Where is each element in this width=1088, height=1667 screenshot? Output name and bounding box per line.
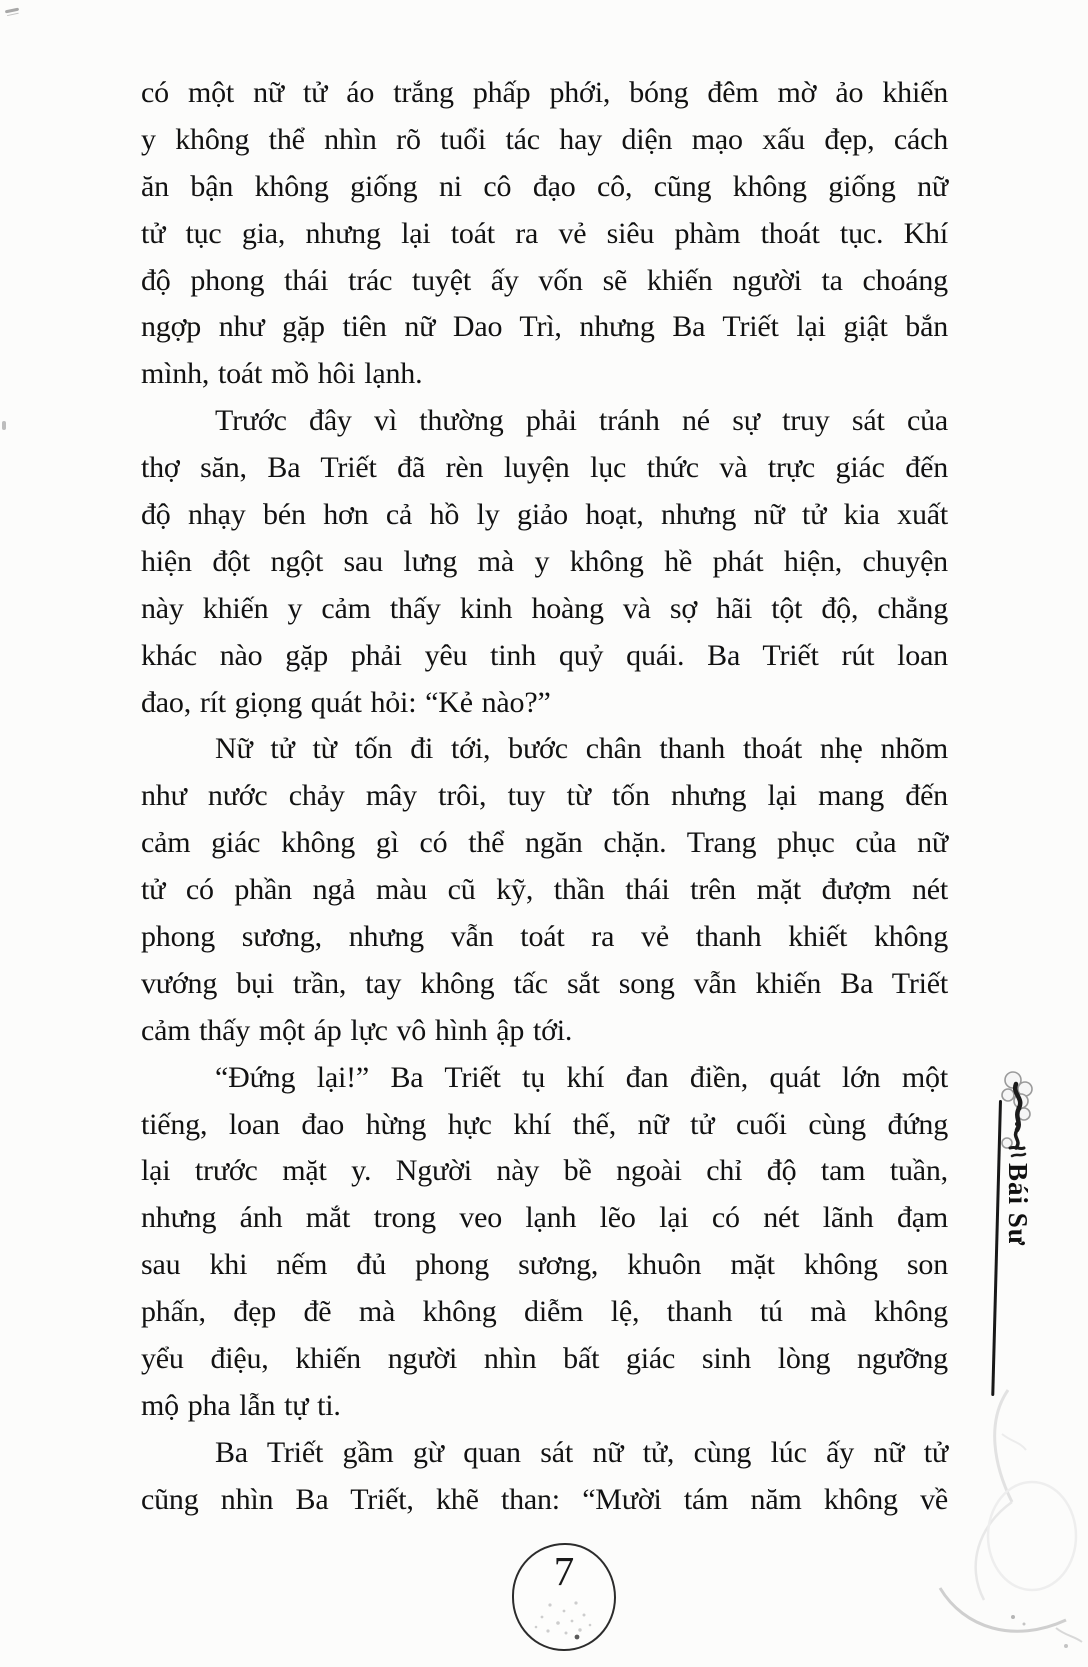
text-line: yểu điệu, khiến người nhìn bất giác sinh lòng ngưỡng [141,1342,948,1376]
text-line: lại trước mặt y. Người này bề ngoài chỉ độ tam tuần, [141,1154,948,1188]
text-line: Ba Triết gầm gừ quan sát nữ tử, cùng lúc ấy nữ tử [215,1435,948,1469]
text-line: có một nữ tử áo trắng phấp phới, bóng đêm mờ ảo khiến [141,76,948,109]
text-line: thợ săn, Ba Triết đã rèn luyện lục thức và trực giác đến [141,451,948,485]
scan-speck [2,421,6,430]
text-line: cảm thấy một áp lực vô hình ập tới. [141,1013,573,1047]
text-block [141,70,948,1524]
text-line: phấn, đẹp đẽ mà không diễm lệ, thanh tú mà không [141,1295,948,1329]
text-line: Nữ tử từ tốn đi tới, bước chân thanh thoát nhẹ nhõm [215,732,948,766]
text-line: hiện đột ngột sau lưng mà y không hề phát hiện, chuyện [141,544,948,578]
text-line: “Đứng lại!” Ba Triết tụ khí đan điền, quát lớn một [215,1060,948,1094]
text-line: y không thể nhìn rõ tuổi tác hay diện mạo xấu đẹp, cách [141,122,948,156]
text-line: sau khi nếm đủ phong sương, khuôn mặt không son [141,1248,948,1282]
text-line: ngợp như gặp tiên nữ Dao Trì, nhưng Ba Triết lại giật bắn [141,310,948,344]
text-line: tiếng, loan đao hừng hực khí thế, nữ tử cuối cùng đứng [141,1107,948,1141]
text-line: này khiến y cảm thấy kinh hoàng và sợ hãi tột độ, chẳng [141,591,948,625]
text-line: tử tục gia, nhưng lại toát ra vẻ siêu phàm thoát tục. Khí [141,216,948,250]
text-line: đao, rít giọng quát hỏi: “Kẻ nào?” [141,685,551,719]
text-line: như nước chảy mây trôi, tuy từ tốn nhưng lại mang đến [141,779,948,813]
text-line: cảm giác không gì có thể ngăn chặn. Trang phục của nữ [141,826,948,860]
chapter-title-vertical: Bái Sư [1003,1163,1033,1246]
text-line: mộ pha lẫn tự ti. [141,1388,341,1422]
text-line: độ nhạy bén hơn cả hồ ly giảo hoạt, nhưng nữ tử kia xuất [141,498,948,532]
text-line: mình, toát mồ hôi lạnh. [141,357,423,391]
text-line: khác nào gặp phải yêu tinh quỷ quái. Ba Triết rút loan [141,638,948,672]
text-line: Trước đây vì thường phải tránh né sự truy sát của [215,404,948,438]
circle-speckle-texture [520,1583,612,1652]
text-line: vướng bụi trần, tay không tấc sắt song vẫn khiến Ba Triết [141,966,948,1000]
text-line: cũng nhìn Ba Triết, khẽ than: “Mười tám năm không về [141,1482,948,1516]
page-number: 7 [553,1548,575,1594]
text-line: phong sương, nhưng vẫn toát ra vẻ thanh khiết không [141,920,948,954]
page-number-circle [512,1543,616,1651]
plum-blossom-ornament-icon [988,1064,1042,1169]
text-line: tử có phần ngả màu cũ kỹ, thần thái trên mặt đượm nét [141,873,948,907]
faint-showthrough-sketch [916,1384,1088,1667]
text-line: độ phong thái trác tuyệt ấy vốn sẽ khiến người ta choáng [141,263,948,297]
scan-speck [5,8,19,14]
text-line: nhưng ánh mắt trong veo lạnh lẽo lại có nét lãnh đạm [141,1201,948,1235]
text-line: ăn bận không giống ni cô đạo cô, cũng không giống nữ [141,169,948,203]
